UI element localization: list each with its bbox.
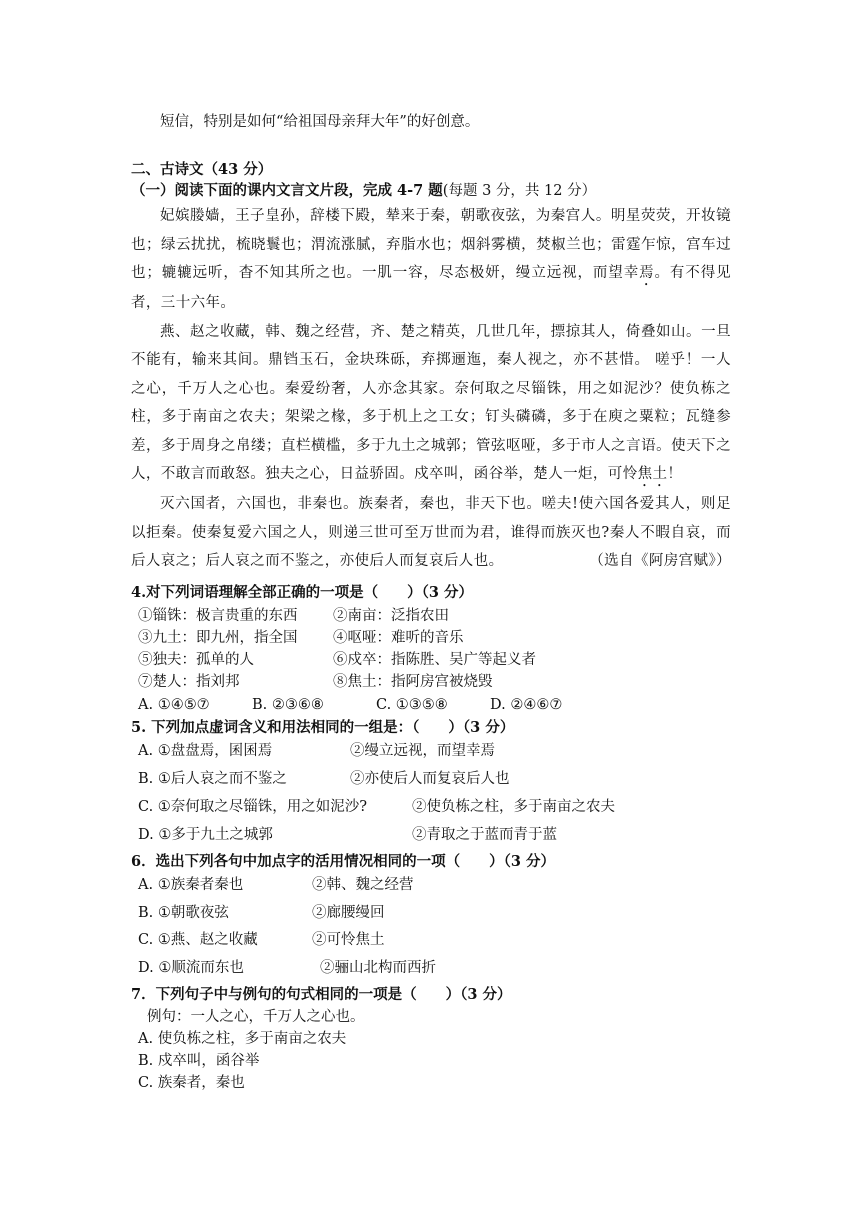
passage-p3-text: 灭六国者，六国也，非秦也。族秦者，秦也，非天下也。嗟夫!使六国各爱其人，则足以拒秦。使秦复爱六国之人，则递三世可至万世而为君，谁得而族灭也?秦人不暇自哀，而后人哀之；后人哀之而不鉴之，亦使后人而复哀后人也。	[131, 496, 731, 569]
q6-option-d-1: D. ①顺流而东也	[138, 960, 244, 976]
q6-option-a-2: ②韩、魏之经营	[312, 877, 414, 893]
q6-stem: 6．选出下列各句中加点字的活用情况相同的一项（ ）（3 分）	[131, 853, 555, 870]
passage	[131, 202, 731, 576]
q7-option-a: A. 使负栋之柱，多于南亩之农夫	[138, 1031, 347, 1047]
passage-paragraph-3	[131, 490, 731, 576]
passage-p1-dotted: 焉	[639, 265, 655, 281]
q4-item: ⑧焦土：指阿房宫被烧毁	[333, 674, 493, 690]
q7-example: 例句：一人之心，千万人之心也。	[147, 1009, 365, 1025]
q4-item: ⑤独夫：孤单的人	[138, 652, 254, 668]
passage-paragraph-2	[131, 318, 731, 491]
q4-option-a: A. ①④⑤⑦	[138, 697, 210, 713]
passage-p1-end: 。有不得见者，三十六年。	[131, 265, 732, 311]
q4-option-b: B. ②③⑥⑧	[252, 697, 324, 713]
passage-p2-end: ！	[667, 466, 683, 482]
q4-item: ④呕哑：难听的音乐	[333, 630, 464, 646]
subsection-heading	[131, 181, 596, 201]
subsection-note: (每题 3 分，共 12 分）	[442, 183, 597, 199]
q5-option-a-2: ②缦立远视，而望幸焉	[350, 743, 495, 759]
q6-option-c-2: ②可怜焦土	[312, 932, 385, 948]
q7-stem: 7．下列句子中与例句的句式相同的一项是（ ）（3 分）	[131, 986, 512, 1003]
q4-item: ⑥戍卒：指陈胜、吴广等起义者	[333, 652, 536, 668]
q6-option-c-1: C. ①燕、赵之收藏	[138, 932, 258, 948]
passage-p2-text: 燕、赵之收藏，韩、魏之经营，齐、楚之精英，几世几年，摽掠其人，倚叠如山。一旦不能有，输来其间。鼎铛玉石，金块珠砾，弃掷逦迤，秦人视之，亦不甚惜。 嗟乎！一人之心，千万人之心也。秦爱纷奢，人亦念其家。奈何取之尽锱铢，用之如泥沙？使负栋之柱，多于南亩之农夫；架梁之椽，多于机上之工女；钉头磷磷，多于在庾之粟粒；瓦缝参差，多于周身之帛缕；直栏横槛，多于九土之城郭；管弦呕哑，多于市人之言语。使天下之人，不敢言而敢怒。独夫之心，日益骄固。戍卒叫，函谷举，楚人一炬，可怜	[131, 323, 731, 482]
q6-option-a-1: A. ①族秦者秦也	[138, 877, 244, 893]
q6-option-b-1: B. ①朝歌夜弦	[138, 905, 229, 921]
q5-option-d-2: ②青取之于蓝而青于蓝	[412, 827, 557, 843]
passage-p2-dotted: 焦土	[637, 466, 668, 482]
q5-option-a-1: A. ①盘盘焉，囷囷焉	[138, 743, 273, 759]
q5-stem: 5. 下列加点虚词含义和用法相同的一组是：（ ）（3 分）	[131, 719, 515, 736]
q4-item: ②南亩：泛指农田	[333, 608, 449, 624]
q4-stem: 4.对下列词语理解全部正确的一项是（ ）（3 分）	[131, 584, 474, 601]
q4-option-c: C. ①③⑤⑧	[376, 697, 448, 713]
q7-option-c: C. 族秦者，秦也	[138, 1075, 245, 1091]
subsection-title: （一）阅读下面的课内文言文片段，完成 4-7 题	[131, 182, 443, 199]
q6-option-b-2: ②廊腰缦回	[312, 905, 385, 921]
section-title: 二、古诗文（43 分）	[131, 161, 273, 178]
q5-option-b-2: ②亦使后人而复哀后人也	[350, 771, 510, 787]
q4-item: ⑦楚人：指刘邦	[138, 674, 240, 690]
top-line: 短信，特别是如何“给祖国母亲拜大年”的好创意。	[160, 114, 480, 130]
q5-option-c-1: C. ①奈何取之尽锱铢，用之如泥沙?	[138, 799, 368, 815]
q6-option-d-2: ②骊山北构而西折	[320, 960, 436, 976]
q4-item: ①锱铢：极言贵重的东西	[138, 608, 298, 624]
q5-option-d-1: D. ①多于九土之城郭	[138, 827, 273, 843]
passage-paragraph-1	[131, 202, 731, 318]
q4-item: ③九土：即九州，指全国	[138, 630, 298, 646]
q5-option-b-1: B. ①后人哀之而不鉴之	[138, 771, 287, 787]
passage-source: （选自《阿房宫赋》）	[589, 553, 731, 569]
passage-p1-text: 妃嫔媵嫱，王子皇孙，辞楼下殿，辇来于秦，朝歌夜弦，为秦宫人。明星荧荧，开妆镜也；绿云扰扰，梳晓鬟也；渭流涨腻，弃脂水也；烟斜雾横，焚椒兰也；雷霆乍惊，宫车过也；辘辘远听，杳不知其所之也。一肌一容，尽态极妍，缦立远视，而望幸	[131, 208, 731, 281]
q4-option-d: D. ②④⑥⑦	[490, 697, 563, 713]
q7-option-b: B. 戍卒叫，函谷举	[138, 1053, 260, 1069]
q5-option-c-2: ②使负栋之柱，多于南亩之农夫	[412, 799, 615, 815]
